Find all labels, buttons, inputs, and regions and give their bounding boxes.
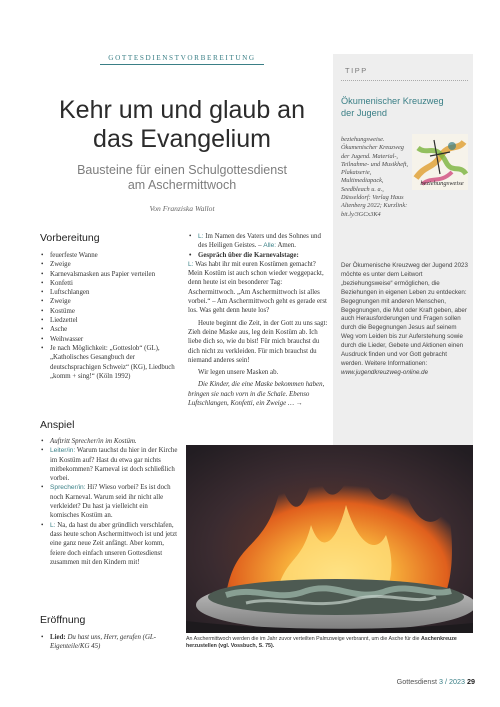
fire-bowl-illustration (186, 445, 473, 633)
tip-body (341, 262, 468, 378)
gespraech-heading: • Gespräch über die Karnevalstage: (188, 251, 330, 260)
heading-vorbereitung: Vorbereitung (40, 232, 100, 244)
material-item: • Karnevalsmasken aus Papier verteilen (40, 270, 178, 279)
material-item: • Konfetti (40, 279, 178, 288)
anspiel-line (40, 446, 178, 483)
subtitle-line-1: Bausteine für einen Schulgottesdienst (77, 163, 287, 177)
kreuzweg-cover-image (412, 134, 468, 190)
anspiel-line (40, 483, 178, 520)
title-line-1: Kehr um und glaub an (58, 96, 305, 124)
material-item: • feuerfeste Wanne (40, 251, 178, 260)
eroeffnung-block (40, 633, 178, 652)
gespraech-para-4 (188, 380, 330, 408)
article-subtitle (40, 163, 324, 193)
speaker-label: L: (50, 521, 56, 529)
material-item: • Zweige (40, 260, 178, 269)
eroeffnung-list (40, 633, 178, 652)
anspiel-intro: • Auftritt Sprecher/in im Kostüm. (40, 437, 178, 446)
anspiel-block (40, 437, 178, 567)
para-text: Die Kinder, die eine Maske bekommen haben, bringen sie nach vorn in die Schale. Ebenso Luftschlangen, Konfetti, ein Zweige … (188, 381, 325, 408)
issue-number: 3 / 2023 (439, 677, 465, 686)
gespraech-para-3: Wir legen unsere Masken ab. (198, 369, 279, 377)
vorbereitung-list (40, 251, 178, 381)
speaker-label: Alle: (263, 242, 277, 250)
liturgy-text: Im Namen des Vaters und des Sohnes und des Heiligen Geistes. – (198, 233, 321, 250)
material-item: • Zweige (40, 297, 178, 306)
material-item: • Kostüme (40, 307, 178, 316)
author-byline: Von Franziska Wallot (149, 204, 215, 213)
tip-body-text: Der Ökumenische Kreuzweg der Jugend 2023 möchte es unter dem Leitwort „beziehungsweise“ ermöglichen, die Beziehungen in eigenen Leben zu entdecken: Begegnungen mit anderen Menschen, Begegnungen, die Mut oder Kraft geben, aber auch Herausforderungen und Fragen sollen durch die Begegnungen Jesus auf seinem Weg vom Leiden bis zur Auferstehung sowie durch die Lieder, Gebete und Aktionen einen Ausdruck finden und vor Gott gebracht werden. Weitere Informationen: (341, 262, 468, 367)
photo-caption (186, 636, 473, 651)
material-item: • Weihwasser (40, 335, 178, 344)
tip-link[interactable]: www.jugendkreuzweg-online.de (341, 368, 429, 376)
speaker-label: L: (188, 260, 194, 268)
caption-text: An Aschermittwoch werden die im Jahr zuvor verteilten Palmzweige verbrannt, um die Asche für die (186, 636, 420, 642)
tip-title-line-2: der Jugend (341, 107, 387, 118)
page-footer (390, 677, 475, 686)
heading-eroeffnung: Eröffnung (40, 614, 86, 626)
gespraech-para-1 (188, 260, 330, 316)
lied-text: Du hast uns, Herr, gerufen (GL-Eigenteile/KG 45) (50, 634, 157, 651)
tip-title-line-1: Ökumenischer Kreuzweg (341, 96, 444, 106)
speaker-label: L: (198, 233, 204, 240)
speaker-label: Leiter/in: (50, 447, 76, 455)
cover-illustration (412, 134, 468, 190)
materials-list (40, 251, 178, 381)
tip-label: TIPP (345, 66, 368, 75)
caption-bold-text: Aschenkreuze herzustellen (vgl. Vossbuch, S. 75). (186, 636, 457, 650)
anspiel-line (40, 521, 178, 567)
anspiel-lines (40, 437, 178, 567)
article-title (50, 96, 314, 154)
tip-title (341, 96, 467, 120)
amen-text: Amen. (277, 242, 297, 250)
citation-text: beziehungsweise. Ökumenischer Kreuzweg der Jugend. Material-, Teilnahme- und Musikheft, Plakatserie, Multimediapack, Seedbleach u. a., Düsseldorf: Verlag Haus Altenberg 2022; Kurzlink: bit.ly/3GCx3K4 (341, 136, 409, 218)
material-item: • Liedzettel (40, 316, 178, 325)
ash-fire-photo (186, 445, 473, 633)
lied-item (40, 633, 178, 652)
lied-label: Lied: (50, 634, 66, 641)
gespraech-para-2: Heute beginnt die Zeit, in der Gott zu uns sagt: Zieh deine Maske aus, leg dein Kostüm ab. Ich liebe dich so, wie du bist! Für mich brauchst du dich nicht zu verkleiden. Für mich brauchst du niemand anderes sein! (188, 319, 328, 364)
liturgy-list (188, 232, 330, 260)
heading-anspiel: Anspiel (40, 419, 75, 431)
para-text: Was habt ihr mit euren Kostümen gemacht? Mein Kostüm ist auch schon wieder weggepackt, denn heute ist ein besonderer Tag: Aschermittwoch. „Am Aschermittwoch ist alles vorbei.“ – Am Aschermittwoch geht es gerade erst los. Was geht denn heute los? (188, 260, 327, 315)
cover-label: beziehungsweise (420, 180, 464, 187)
tip-divider (341, 80, 468, 81)
section-kicker: GOTTESDIENSTVORBEREITUNG (108, 54, 256, 62)
liturgy-item (188, 232, 330, 251)
magazine-name: Gottesdienst (396, 677, 438, 686)
column-2-text (188, 232, 330, 411)
subtitle-line-2: am Aschermittwoch (127, 178, 237, 192)
kicker-rule (100, 64, 264, 65)
title-line-2: das Evangelium (93, 125, 271, 153)
anspiel-text: Warum tauchst du hier in der Kirche im Kostüm auf? Hast du etwa gar nichts mitbekommen? Karneval ist doch schließlich vorbei. (50, 447, 178, 483)
material-item: • Je nach Möglichkeit: „Gotteslob“ (GL), „Katholisches Gesangbuch der deutschsprachigen Schweiz“ (KG), Liedbuch „komm + sing!“ (Köln 1992) (40, 344, 178, 381)
material-item: • Luftschlangen (40, 288, 178, 297)
anspiel-text: Hi? Wieso vorbei? Es ist doch noch Karneval. Warum seid ihr nicht alle verkleidet? Du hast ja vielleicht ein komisches Kostüm an. (50, 484, 171, 520)
continue-arrow-icon: → (295, 400, 303, 408)
speaker-label: Sprecher/in: (50, 484, 86, 492)
page-number: 29 (467, 677, 475, 686)
anspiel-text: Na, da hast du aber gründlich verschlafen, dass heute schon Aschermittwoch ist und jetzt eine ganz neue Zeit anfängt. Aber komm, feiere doch einfach unseren Gottesdienst zusammen mit den Kindern mit! (50, 521, 178, 566)
material-item: • Asche (40, 325, 178, 334)
